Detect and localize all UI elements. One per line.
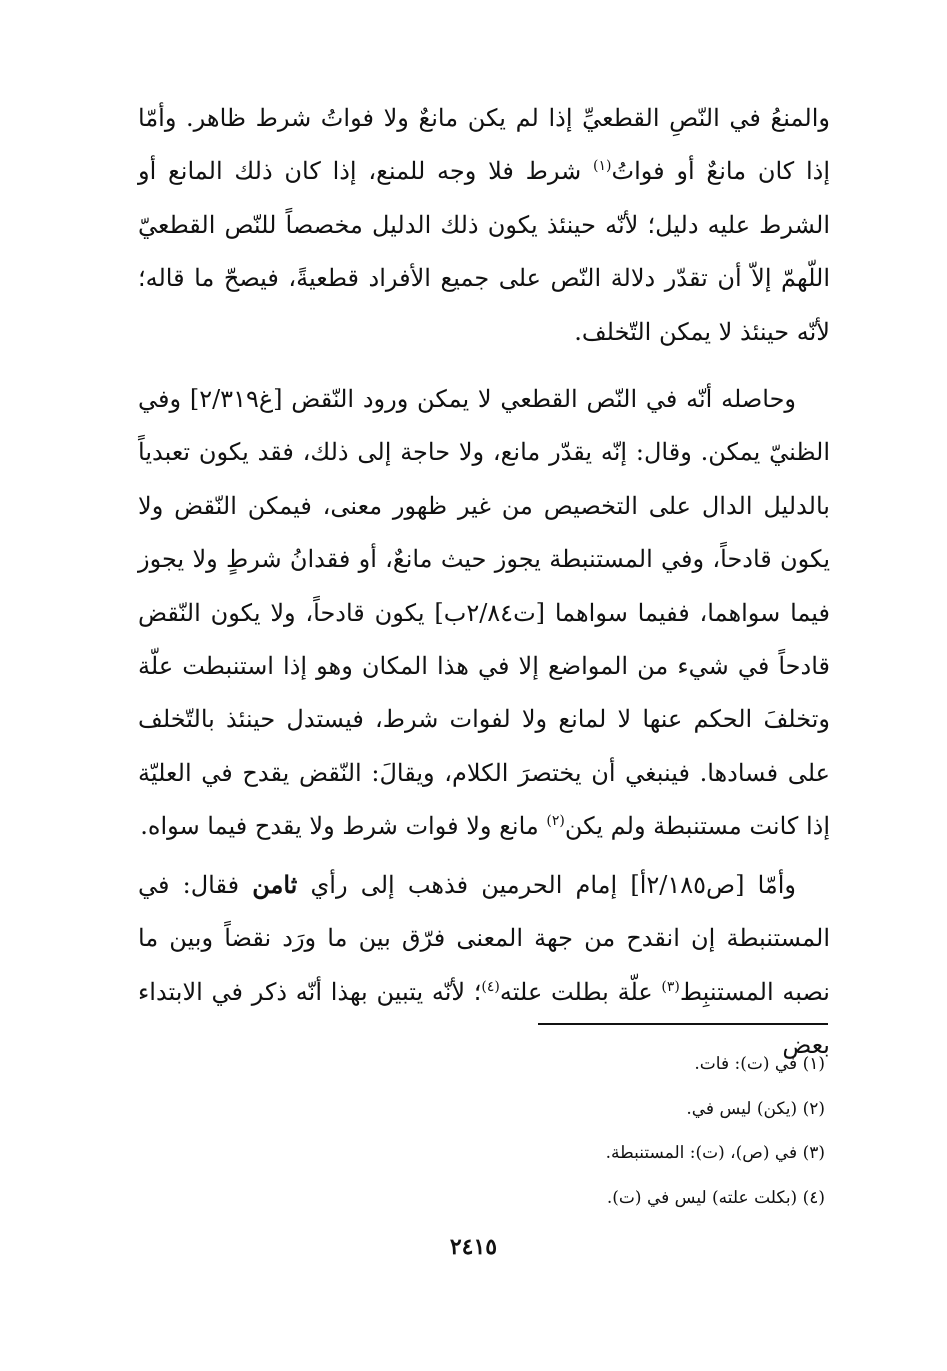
footnote-2: (٢) (يكن) ليس في. [686,1098,825,1119]
paragraph-1 [138,92,830,359]
footnote-reference: (٢) [546,813,565,830]
footnote-reference: (٤) [481,978,500,995]
page-number: ٢٤١٥ [449,1234,498,1260]
footnote-reference: (٣) [661,978,680,995]
footnote-1: (١) في (ت): فات. [694,1054,825,1074]
paragraph-text: وحاصله أنّه في النّص القطعي لا يمكن ورود النّقض [غ٢/٣١٩] وفي الظنيّ يمكن. وقال: إنّه يقدّر مانع، ولا حاجة إلى ذلك، فقد يكون تعبدياً بالدليل الدال على التخصيص من غير ظهور معنى، فيمكن النّقض ولا يكون قادحاً، وفي المستنبطة يجوز حيث مانعٌ، أو فقدانُ شرطٍ ولا يجوز فيما سواهما، ففيما سواهما [ت٢/٨٤ب] يكون قادحاً، ولا يكون النّقض قادحاً في شيء من المواضع إلا في هذا المكان وهو إذا استنبطت علّة وتخلفَ الحكم عنها لا لمانع ولا لفوات شرط، فيستدل حينئذ بالتّخلف على فسادها. فينبغي أن يختصرَ الكلام، ويقالَ: النّقض يقدح في العليّة إذا كانت مستنبطة ولم يكن [138,385,830,841]
footnote-3: (٣) في (ص)، (ت): المستنبطة. [605,1143,825,1163]
footnote-separator [538,1023,828,1025]
footnote-4: (٤) (بكلت علته) ليس في (ت). [606,1187,825,1208]
paragraph-text: فقال: في المستنبطة إن انقدح من جهة المعنى فرّق بين ما ورَد نقضاً وبين ما نصبه المستنبِط [138,870,830,1006]
paragraph-text: ؛ لأنّه يتبين بهذا أنّه ذكر في الابتداء بعض [138,977,830,1059]
paragraph-text: مانع ولا فوات شرط ولا يقدح فيما سواه. [140,812,547,841]
main-text [138,92,830,1072]
footnotes [305,1042,825,1220]
paragraph-3 [138,858,830,1073]
paragraph-text: علّة بطلت علته [499,977,662,1006]
footnote-reference: (١) [593,158,612,175]
paragraph-text: وأمّا [ص٢/١٨٥أ] إمام الحرمين فذهب إلى رأي [297,870,797,899]
paragraph-text: شرط فلا وجه للمنع، إذا كان ذلك المانع أو الشرط عليه دليل؛ لأنّه حينئذ يكون ذلك الدليل مخصصاً للنّص القطعيّ اللّهمّ إلاّ أن تقدّر دلالة النّص على جميع الأفراد قطعيةً، فيصحّ ما قاله؛ لأنّه حينئذ لا يمكن التّخلف. [138,157,830,346]
paragraph-text: والمنعُ في النّصِ القطعيِّ إذا لم يكن مانعٌ ولا فواتُ شرط ظاهر. وأمّا إذا كان مانعٌ أو فواتُ [138,104,830,186]
emphasized-word: ثامن [252,869,298,899]
paragraph-2 [138,373,830,854]
